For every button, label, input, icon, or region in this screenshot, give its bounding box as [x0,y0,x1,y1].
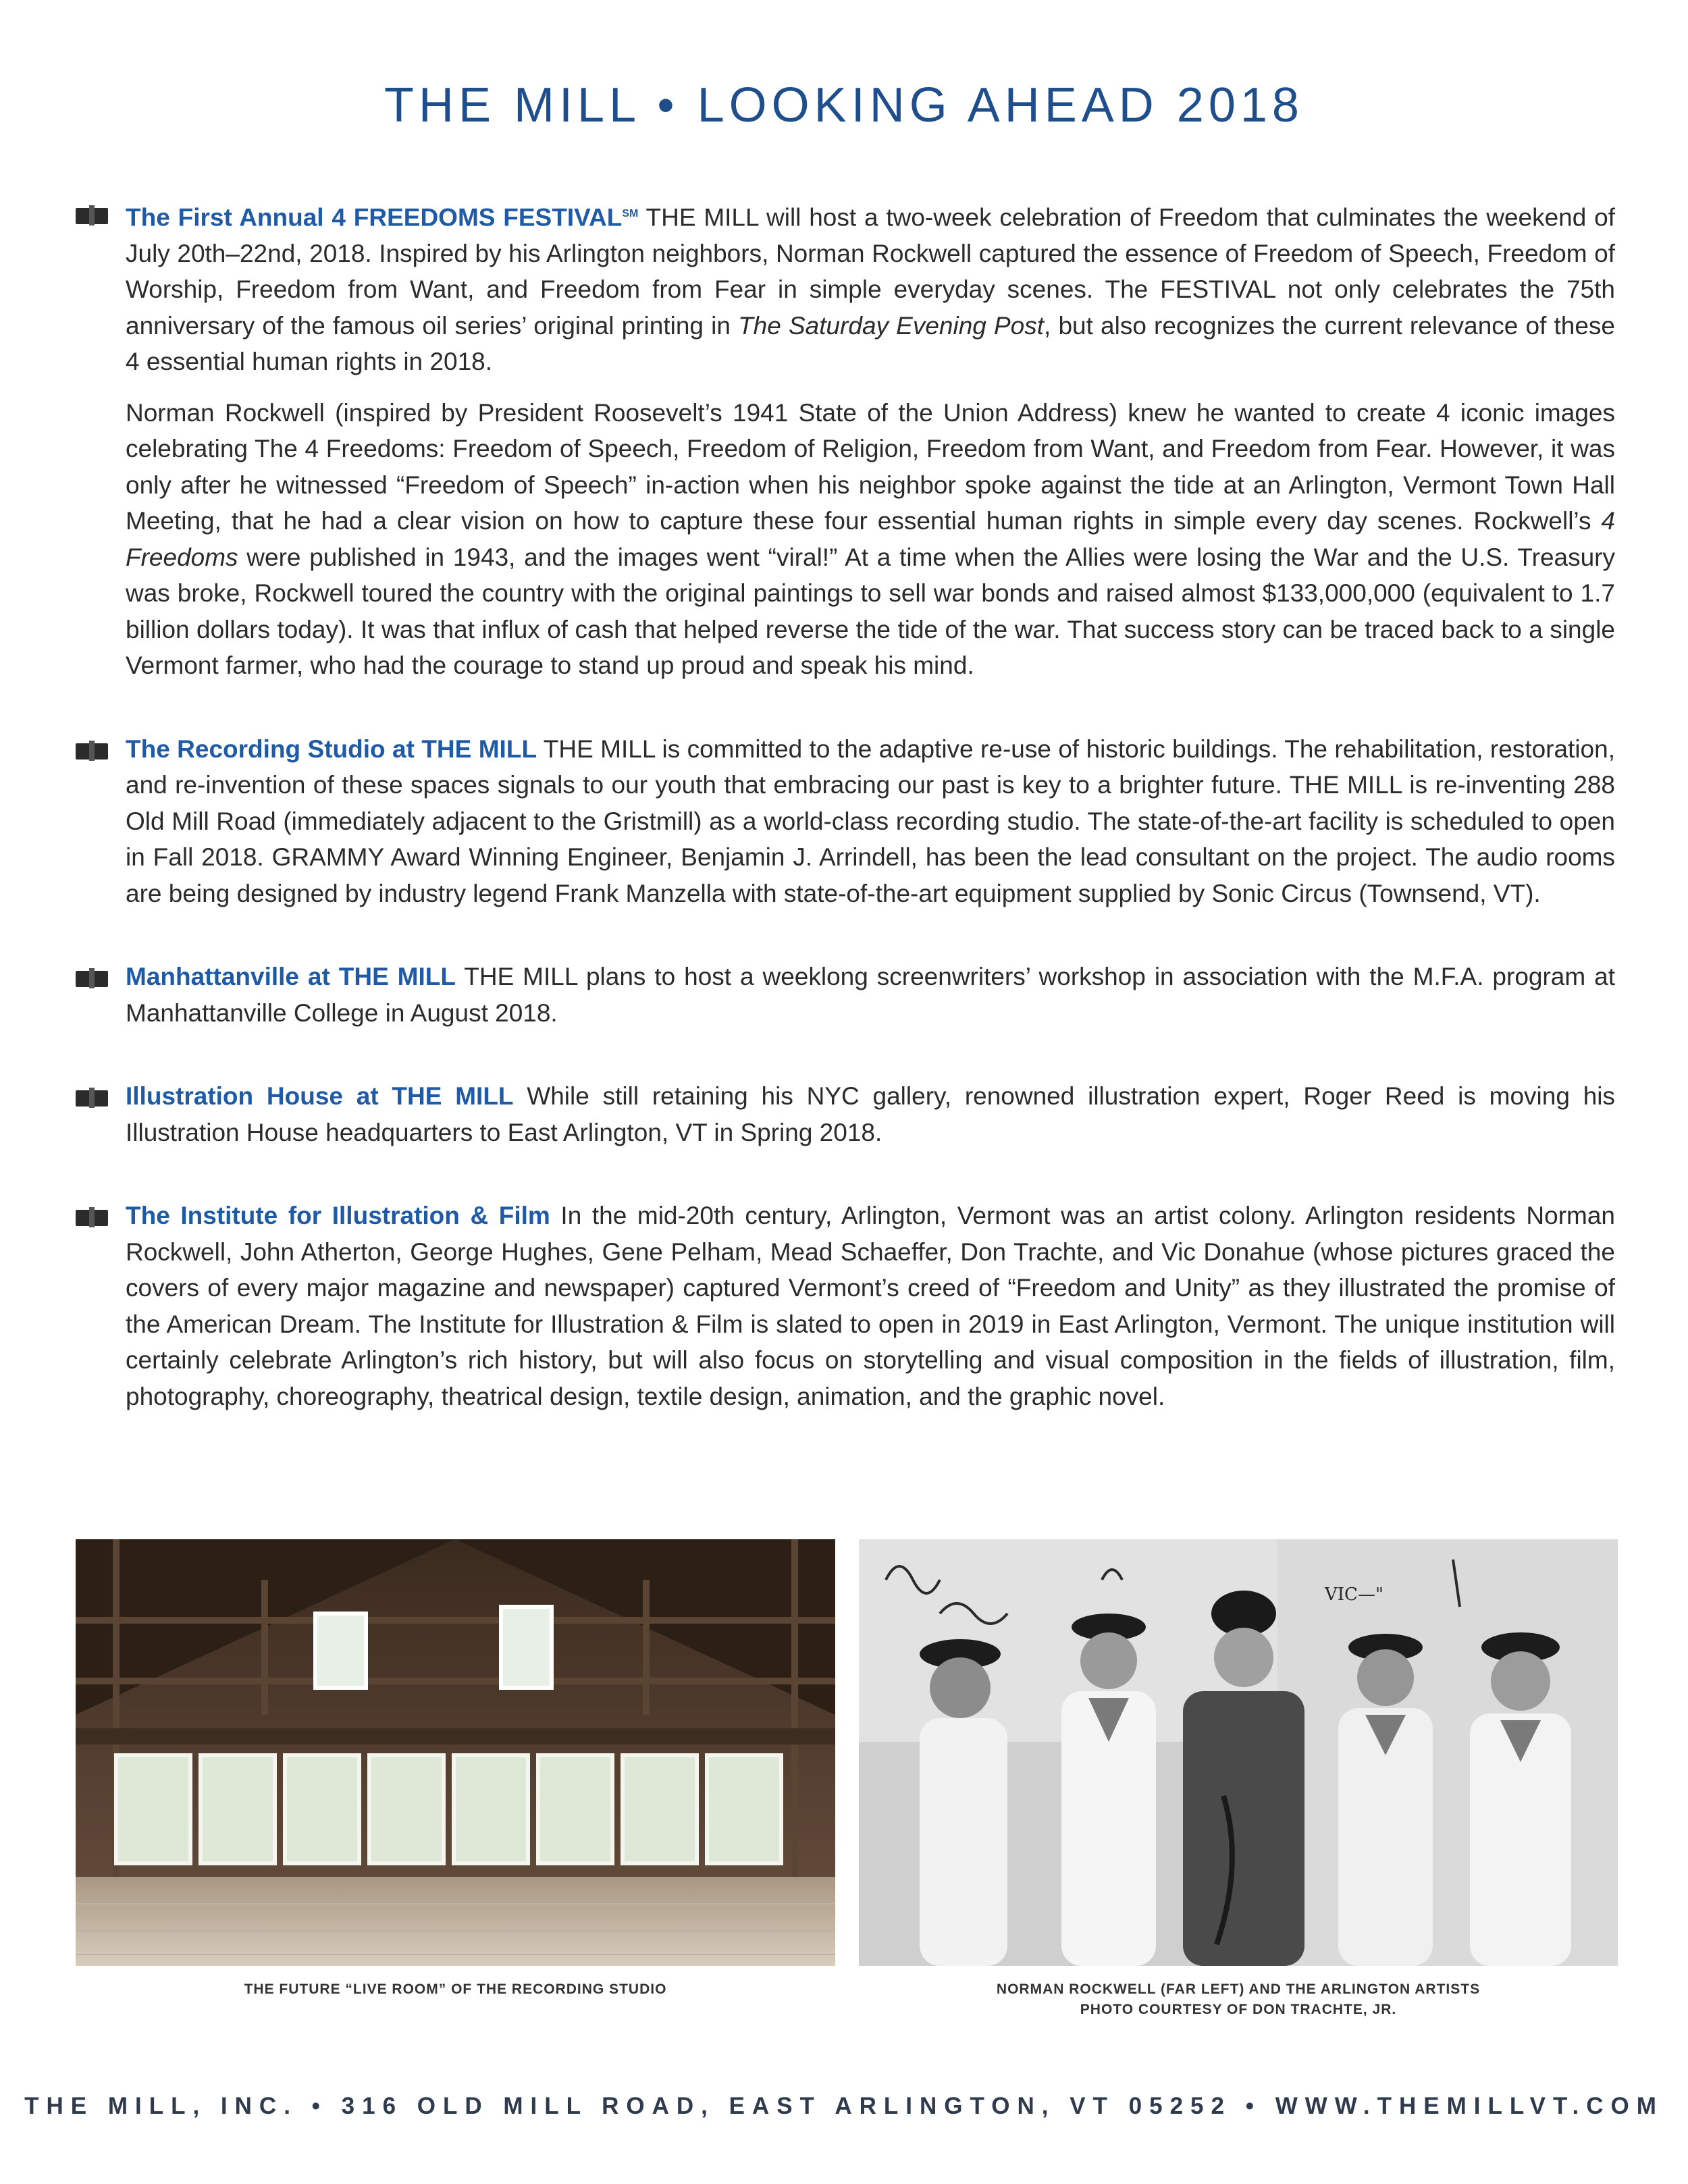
live-room-caption: THE FUTURE “LIVE ROOM” OF THE RECORDING STUDIO [244,1981,667,1997]
book-icon [76,1207,108,1227]
main-content [76,196,1615,1462]
artists-caption-line-1: NORMAN ROCKWELL (FAR LEFT) AND THE ARLINGTON ARTISTS [996,1981,1481,1997]
page-title: THE MILL • LOOKING AHEAD 2018 [384,78,1304,132]
book-icon [76,741,108,761]
section-heading: Manhattanville at THE MILL [126,963,456,991]
section-manhattanville [76,959,1615,1031]
section-recording-studio [76,731,1615,912]
footer-address: THE MILL, INC. • 316 OLD MILL ROAD, EAST ARLINGTON, VT 05252 • WWW.THEMILLVT.COM [24,2093,1664,2119]
paragraph-text: were published in 1943, and the images went “viral!” At a time when the Allies were losing the War and the U.S. Treasury was broke, Rockwell toured the country with the original paintings to sell war bonds and raised almost $133,000,000 (equivalent to 1.7 billion dollars today). It was that influx of cash that helped reverse the tide of the war. That success story can be traced back to a single Vermont farmer, who had the courage to stand up proud and speak his mind. [126,543,1615,680]
book-icon [76,205,108,225]
section-institute [76,1198,1615,1414]
artists-caption [859,1979,1618,2020]
book-icon [76,968,108,988]
book-icon [76,1088,108,1108]
signature-text: VIC—" [1325,1584,1383,1605]
festival-paragraph-2 [126,395,1615,684]
section-festival [76,196,1615,684]
section-heading: The First Annual 4 FREEDOMS FESTIVAL [126,203,623,232]
paragraph-text: , but also recognizes the current relevance of these 4 essential human rights in 2018. [126,311,1615,376]
artists-group-photo [859,1539,1618,1966]
paragraph-text: THE MILL plans to host a weeklong screenwriters’ workshop in association with the M.F.A. program at Manhattanville College in August 2018. [126,963,1615,1027]
paragraph-text: Norman Rockwell (inspired by President Roosevelt’s 1941 State of the Union Address) knew he wanted to create 4 iconic images celebrating The 4 Freedoms: Freedom of Speech, Freedom of Religion, Freedom from Want, and Freedom from Fear. However, it was only after he witnessed “Freedom of Speech” in-action when his neighbor spoke against the tide at an Arlington, Vermont Town Hall Meeting, that he had a clear vision on how to capture these four essential human rights in simple every day scenes. Rockwell’s [126,398,1615,535]
paragraph-text: THE MILL will host a two-week celebration of Freedom that culminates the weekend of July 20th–22nd, 2018. Inspired by his Arlington neighbors, Norman Rockwell captured the essence of Freedom of Speech, Freedom of Worship, Freedom from Want, and Freedom from Fear in simple everyday scenes. The FESTIVAL not only celebrates the 75th anniversary of the famous oil series’ original printing in [126,203,1615,340]
artists-caption-line-2: PHOTO COURTESY OF DON TRACHTE, JR. [1080,2002,1397,2017]
recording-paragraph [126,731,1615,912]
institute-paragraph [126,1198,1615,1414]
section-illustration-house [76,1078,1615,1150]
publication-title: The Saturday Evening Post [738,311,1045,340]
illustration-house-paragraph [126,1078,1615,1150]
artwork-title: 4 Freedoms [126,507,1615,571]
paragraph-text: THE MILL is committed to the adaptive re-use of historic buildings. The rehabilitation, restoration, and re-invention of these spaces signals to our youth that embracing our past is key to a brighter future. THE MILL is re-inventing 288 Old Mill Road (immediately adjacent to the Gristmill) as a world-class recording studio. The state-of-the-art facility is scheduled to open in Fall 2018. GRAMMY Award Winning Engineer, Benjamin J. Arrindell, has been the lead consultant on the project. The audio rooms are being designed by industry legend Frank Manzella with state-of-the-art equipment supplied by Sonic Circus (Townsend, VT). [126,735,1615,907]
section-heading: Illustration House at THE MILL [126,1082,514,1111]
paragraph-text: In the mid-20th century, Arlington, Vermont was an artist colony. Arlington residents Norman Rockwell, John Atherton, George Hughes, Gene Pelham, Mead Schaeffer, Don Trachte, and Vic Donahue (whose pictures graced the covers of every major magazine and newspaper) captured Vermont’s creed of “Freedom and Unity” as they illustrated the promise of the American Dream. The Institute for Illustration & Film is slated to open in 2019 in East Arlington, Vermont. The unique institution will certainly celebrate Arlington’s rich history, but will also focus on storytelling and visual composition in the fields of illustration, film, photography, choreography, theatrical design, textile design, animation, and the graphic novel. [126,1202,1615,1410]
service-mark: SM [622,208,639,219]
festival-paragraph-1 [126,196,1615,380]
section-heading: The Recording Studio at THE MILL [126,735,537,763]
section-heading: The Institute for Illustration & Film [126,1202,550,1230]
paragraph-text: While still retaining his NYC gallery, renowned illustration expert, Roger Reed is moving his Illustration House headquarters to East Arlington, VT in Spring 2018. [126,1082,1615,1146]
live-room-photo [76,1539,835,1966]
manhattanville-paragraph [126,959,1615,1031]
